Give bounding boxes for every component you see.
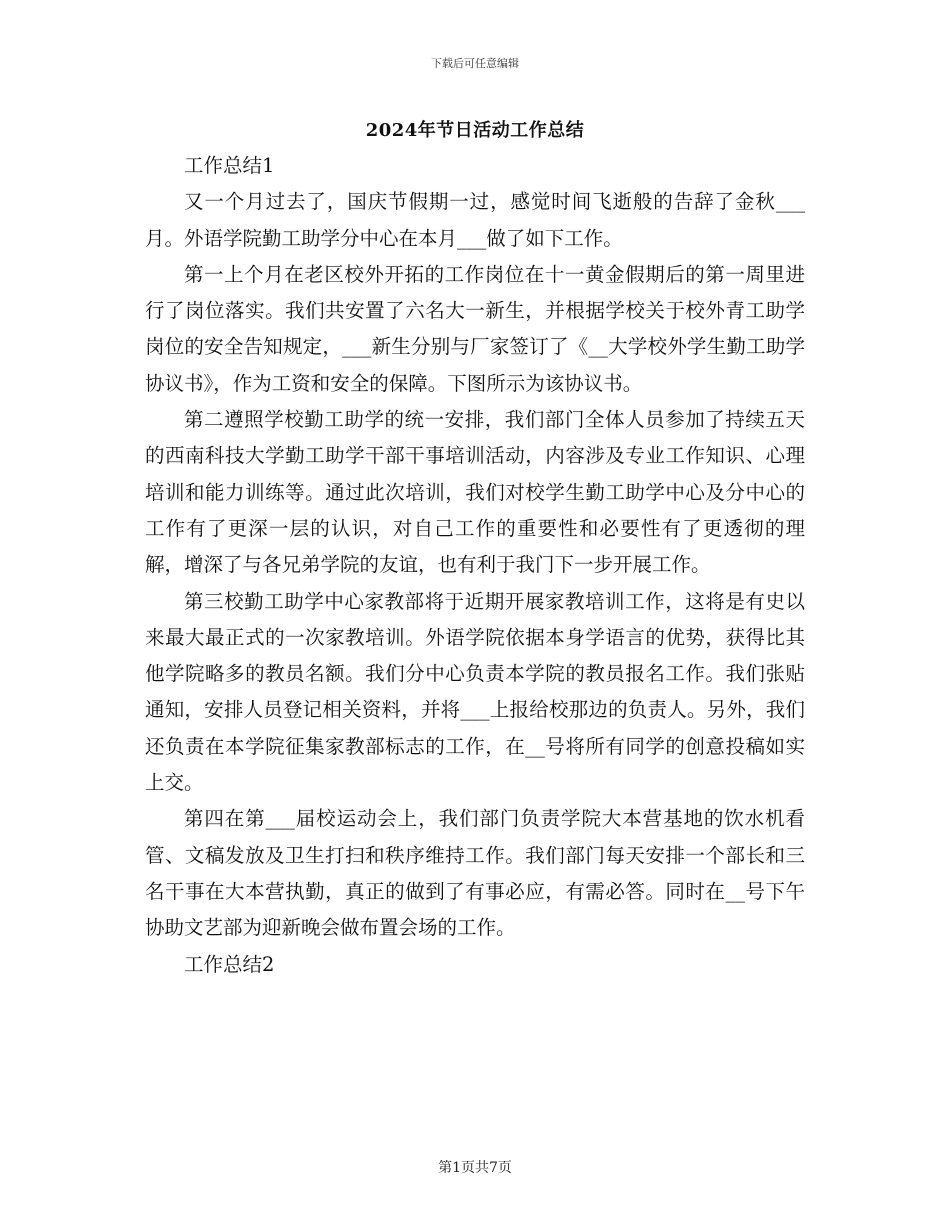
paragraph-third: 第三校勤工助学中心家教部将于近期开展家教培训工作，这将是有史以来最大最正式的一次家教培训。外语学院依据本身学语言的优势，获得比其他学院略多的教员名额。我们分中心负责本学院的教员报名工作。我们张贴通知，安排人员登记相关资料，并将___上报给校那边的负责人。另外，我们还负责在本学院征集家教部标志的工作，在__号将所有同学的创意投稿如实上交。 [145, 589, 805, 795]
paragraph-first: 第一上个月在老区校外开拓的工作岗位在十一黄金假期后的第一周里进行了岗位落实。我们共安置了六名大一新生，并根据学校关于校外青工助学岗位的安全告知规定，___新生分别与厂家签订了《__大学校外学生勤工助学协议书》，作为工资和安全的保障。下图所示为该协议书。 [145, 262, 805, 395]
section-heading-2: 工作总结2 [184, 952, 275, 976]
paragraph-intro: 又一个月过去了，国庆节假期一过，感觉时间飞逝般的告辞了金秋___月。外语学院勤工助学分中心在本月___做了如下工作。 [145, 190, 805, 250]
paragraph-fourth: 第四在第___届校运动会上，我们部门负责学院大本营基地的饮水机看管、文稿发放及卫生打扫和秩序维持工作。我们部门每天安排一个部长和三名干事在大本营执勤，真正的做到了有事必应，有需必答。同时在__号下午协助文艺部为迎新晚会做布置会场的工作。 [145, 807, 805, 940]
paragraph-second: 第二遵照学校勤工助学的统一安排，我们部门全体人员参加了持续五天的西南科技大学勤工助学干部干事培训活动，内容涉及专业工作知识、心理培训和能力训练等。通过此次培训，我们对校学生勤工助学中心及分中心的工作有了更深一层的认识，对自己工作的重要性和必要性有了更透彻的理解，增深了与各兄弟学院的友谊，也有利于我门下一步开展工作。 [145, 408, 805, 577]
page-footer: 第1页共7页 [438, 1160, 512, 1176]
section-heading-1: 工作总结1 [184, 154, 275, 177]
document-title: 2024年节日活动工作总结 [365, 120, 585, 141]
page-header-note: 下载后可任意编辑 [431, 57, 519, 70]
document-body [145, 148, 805, 983]
